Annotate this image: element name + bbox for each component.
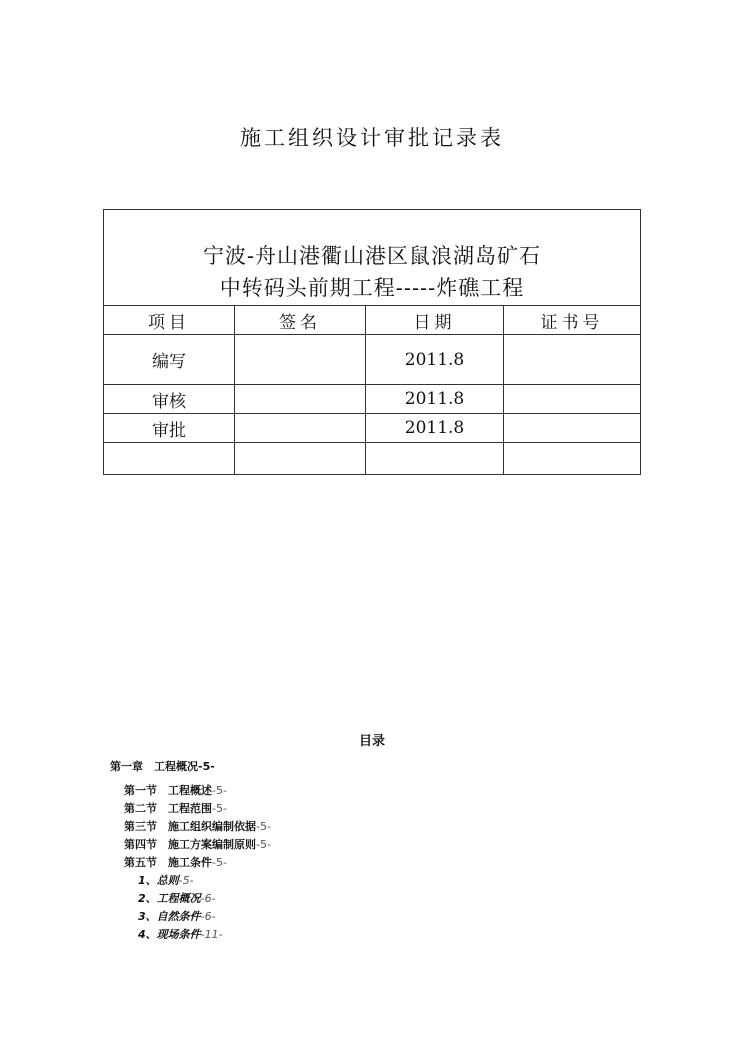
toc-entry-subsection[interactable] (138, 908, 216, 924)
toc-entry-label: 第一节 工程概述 (124, 784, 212, 797)
toc-entry-page: -5- (212, 856, 227, 869)
row-item (104, 443, 235, 474)
toc-title: 目录 (358, 734, 385, 749)
header-cert: 证书号 (540, 312, 604, 333)
row-date: 2011.8 (366, 335, 504, 384)
toc-entry-chapter[interactable] (110, 758, 215, 774)
toc-entry-label: 第二节 工程范围 (124, 802, 212, 815)
toc-entry-page: -5- (178, 874, 194, 887)
row-signature (235, 443, 366, 474)
toc-entry-page: -11- (200, 928, 223, 941)
row-item: 审批 (104, 414, 235, 442)
toc-entry-page: -6- (200, 892, 216, 905)
toc-entry-page: -5- (256, 838, 271, 851)
toc-entry-page: -5- (212, 802, 227, 815)
project-name-line2: 中转码头前期工程-----炸礁工程 (219, 276, 525, 300)
toc-entry-subsection[interactable] (138, 890, 216, 906)
approval-record-table (103, 209, 641, 475)
row-date: 2011.8 (366, 385, 504, 413)
toc-entry-section[interactable] (124, 836, 271, 852)
toc-entry-label: 4、现场条件 (138, 928, 201, 941)
toc-entry-section[interactable] (124, 818, 271, 834)
row-cert (504, 414, 640, 442)
toc-entry-label: 3、自然条件 (138, 910, 201, 923)
row-cert (504, 443, 640, 474)
toc-entry-section[interactable] (124, 854, 227, 870)
row-signature (235, 385, 366, 413)
toc-entry-subsection[interactable] (138, 926, 223, 942)
toc-entry-label: 第一章 工程概况 (110, 760, 198, 773)
toc-entry-label: 第三节 施工组织编制依据 (124, 820, 256, 833)
toc-entry-label: 1、总则 (138, 874, 179, 887)
table-row (104, 443, 640, 474)
header-date: 日期 (366, 306, 504, 334)
toc-entry-label: 2、工程概况 (138, 892, 201, 905)
toc-entry-page: -5- (212, 784, 227, 797)
project-name-line1: 宁波-舟山港衢山港区鼠浪湖岛矿石 (202, 244, 542, 268)
row-signature (235, 414, 366, 442)
toc-entry-page: -6- (200, 910, 216, 923)
row-date (366, 443, 504, 474)
header-item: 项目 (104, 306, 235, 334)
row-item: 审核 (104, 385, 235, 413)
row-signature (235, 335, 366, 384)
project-name-cell (104, 210, 640, 306)
row-cert (504, 385, 640, 413)
toc-entry-label: 第四节 施工方案编制原则 (124, 838, 256, 851)
toc-entry-label: 第五节 施工条件 (124, 856, 212, 869)
table-row (104, 335, 640, 385)
toc-entry-subsection[interactable] (138, 872, 194, 888)
row-date: 2011.8 (366, 414, 504, 442)
row-cert (504, 335, 640, 384)
toc-entry-section[interactable] (124, 800, 227, 816)
row-item: 编写 (104, 335, 235, 384)
toc-entry-page: -5- (198, 760, 215, 773)
toc-entry-page: -5- (256, 820, 271, 833)
header-signature: 签名 (235, 306, 366, 334)
toc-entry-section[interactable] (124, 782, 227, 798)
table-header-row (104, 306, 640, 335)
table-row (104, 414, 640, 443)
page-title: 施工组织设计审批记录表 (240, 126, 504, 150)
table-row (104, 385, 640, 414)
